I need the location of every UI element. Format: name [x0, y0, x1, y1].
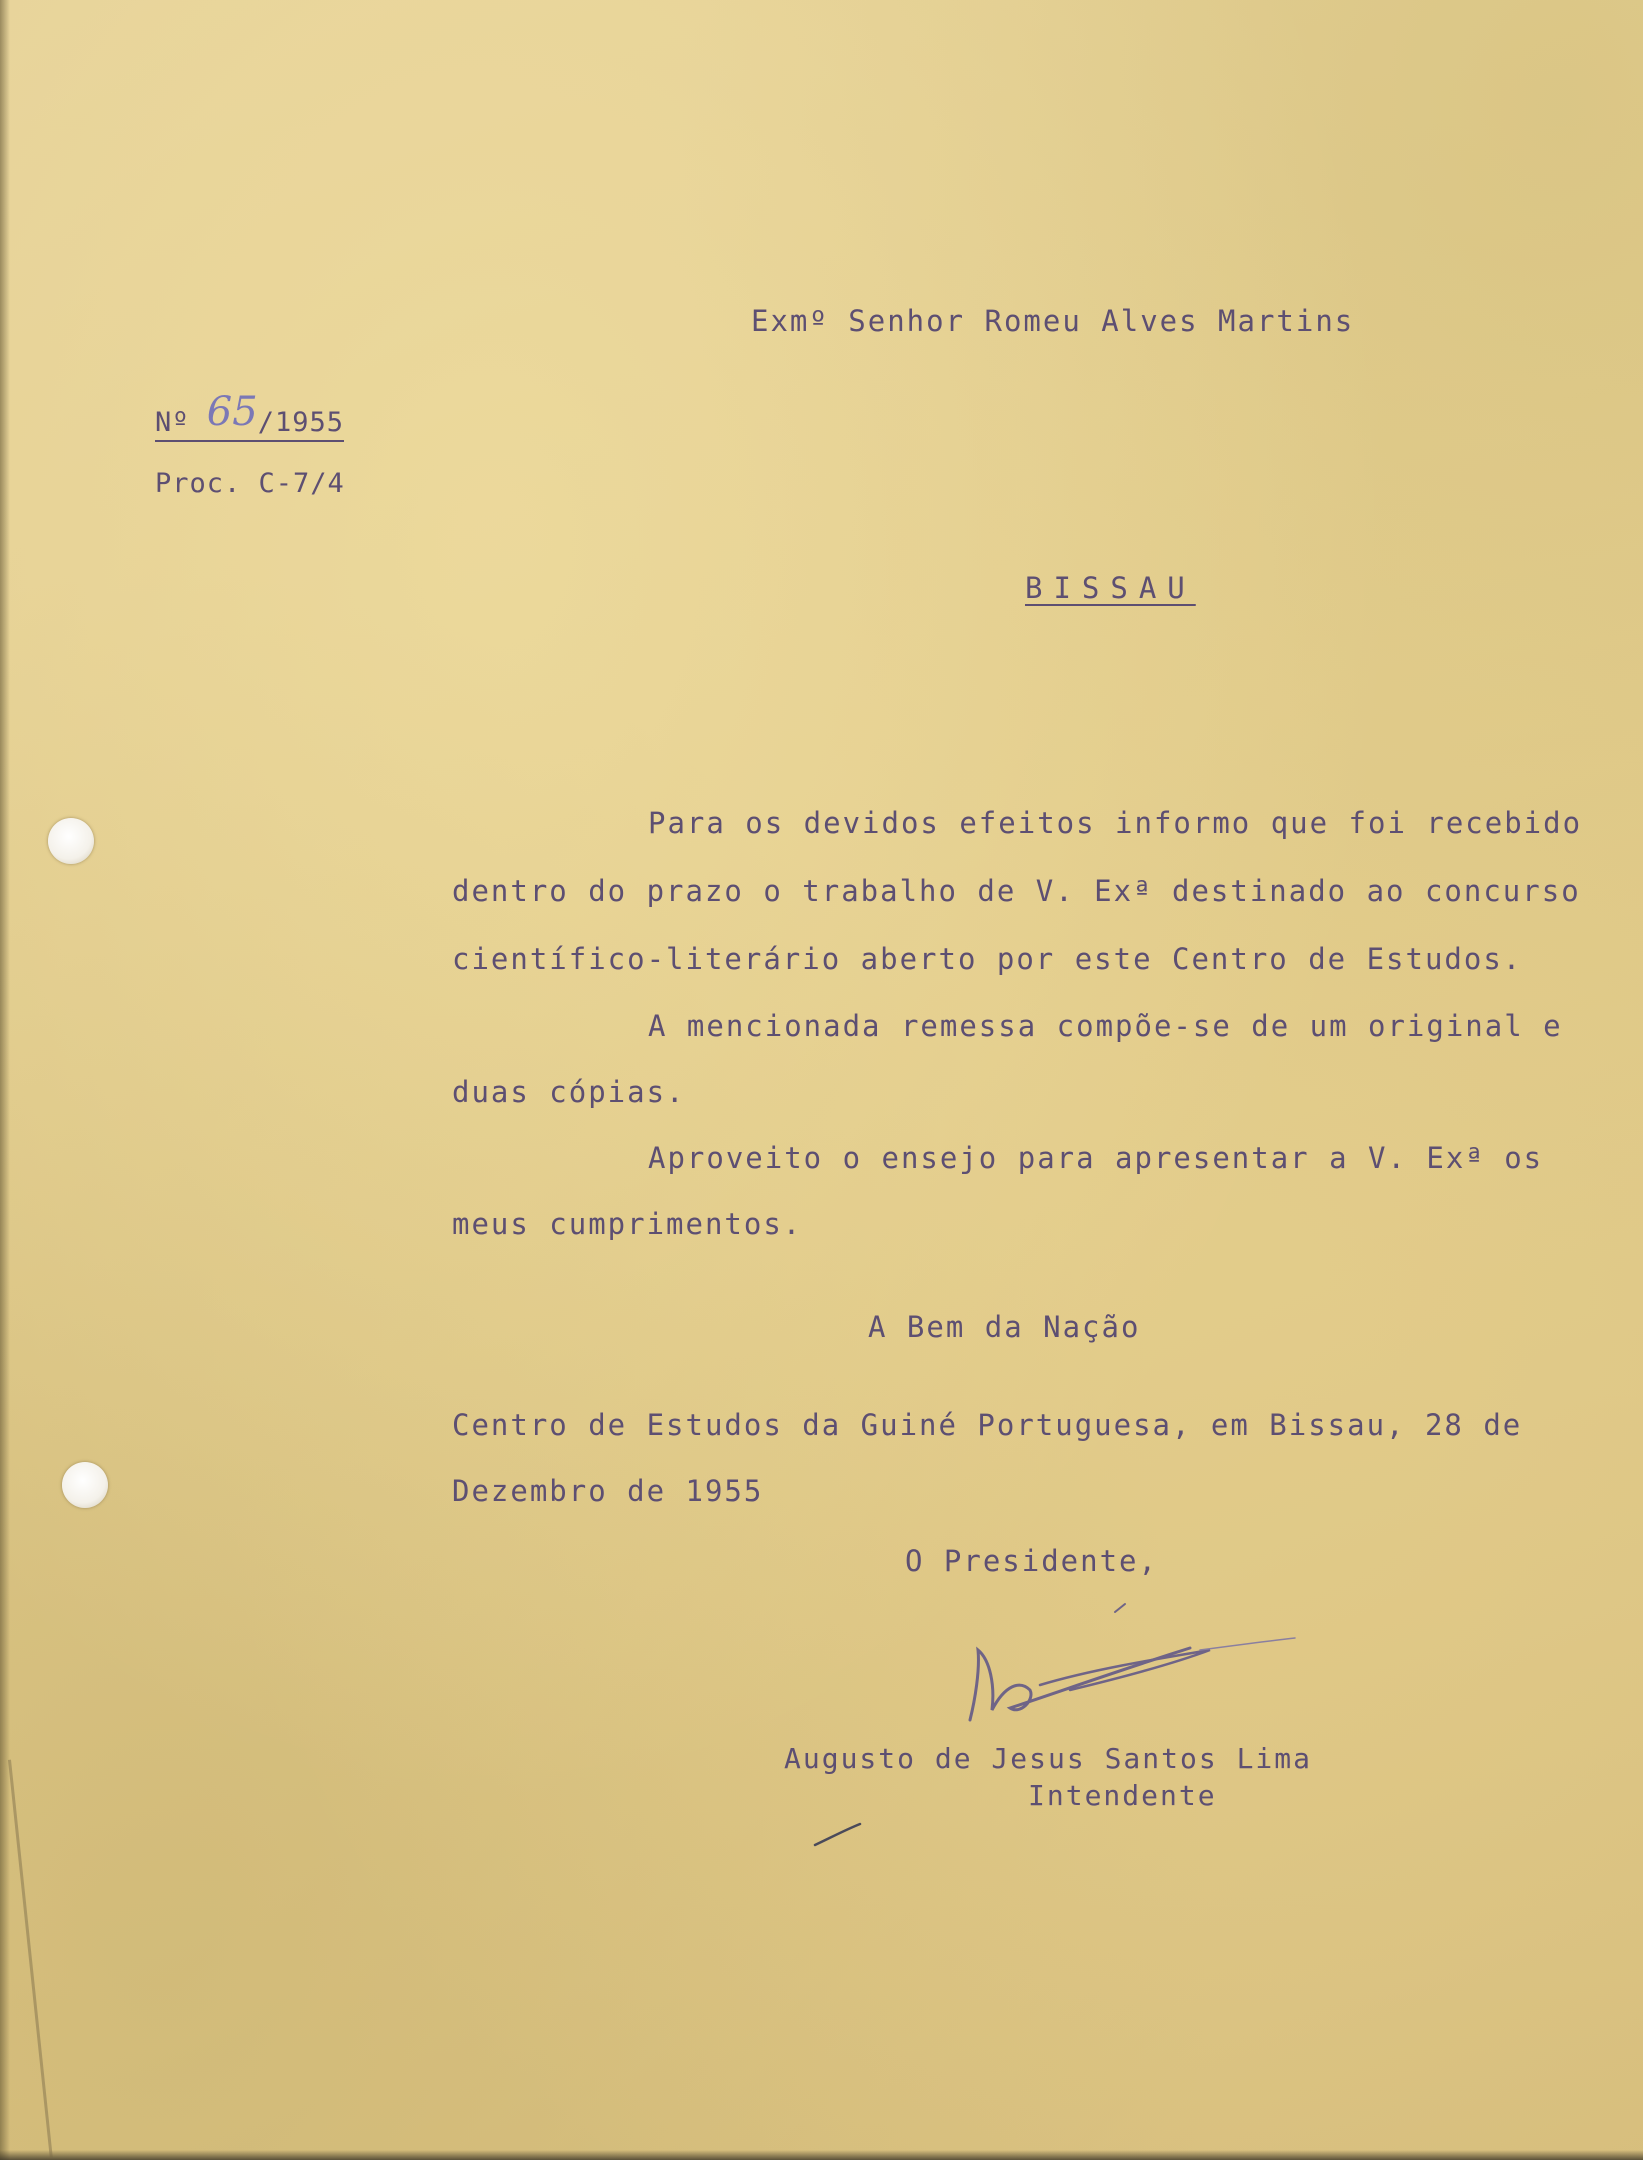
paper-fold-line	[8, 1760, 53, 2158]
signoff-line: O Presidente,	[905, 1544, 1158, 1578]
signer-title: Intendente	[1028, 1779, 1217, 1812]
pen-stroke-mark	[810, 1820, 870, 1850]
body-line: científico-literário aberto por este Centro de Estudos.	[452, 942, 1523, 976]
reference-number	[155, 389, 344, 442]
body-line: A mencionada remessa compõe-se de um original e	[648, 1009, 1563, 1043]
reference-year: /1955	[257, 407, 344, 438]
body-line: meus cumprimentos.	[452, 1207, 803, 1241]
punch-hole-bottom	[62, 1462, 108, 1508]
signer-name: Augusto de Jesus Santos Lima	[784, 1742, 1313, 1775]
punch-hole-top	[48, 818, 94, 864]
body-line: duas cópias.	[452, 1075, 686, 1109]
body-line: dentro do prazo o trabalho de V. Exª destinado ao concurso	[452, 874, 1581, 908]
body-line: Para os devidos efeitos informo que foi recebido	[648, 806, 1583, 840]
place-date-line: Centro de Estudos da Guiné Portuguesa, em Bissau, 28 de	[452, 1408, 1523, 1442]
paper-edge-left	[0, 0, 10, 2160]
paper-edge-bottom	[0, 2150, 1643, 2160]
handwritten-signature	[950, 1590, 1310, 1740]
closing-salutation: A Bem da Nação	[868, 1310, 1141, 1344]
body-line: Aproveito o ensejo para apresentar a V. Exª os	[648, 1141, 1544, 1175]
reference-handwritten-number: 65	[206, 389, 258, 435]
addressee-line: Exmº Senhor Romeu Alves Martins	[751, 304, 1355, 338]
process-reference: Proc. C-7/4	[155, 468, 345, 499]
reference-prefix: Nº	[155, 407, 190, 438]
city-heading: BISSAU	[1025, 571, 1196, 605]
place-date-line: Dezembro de 1955	[452, 1474, 764, 1508]
